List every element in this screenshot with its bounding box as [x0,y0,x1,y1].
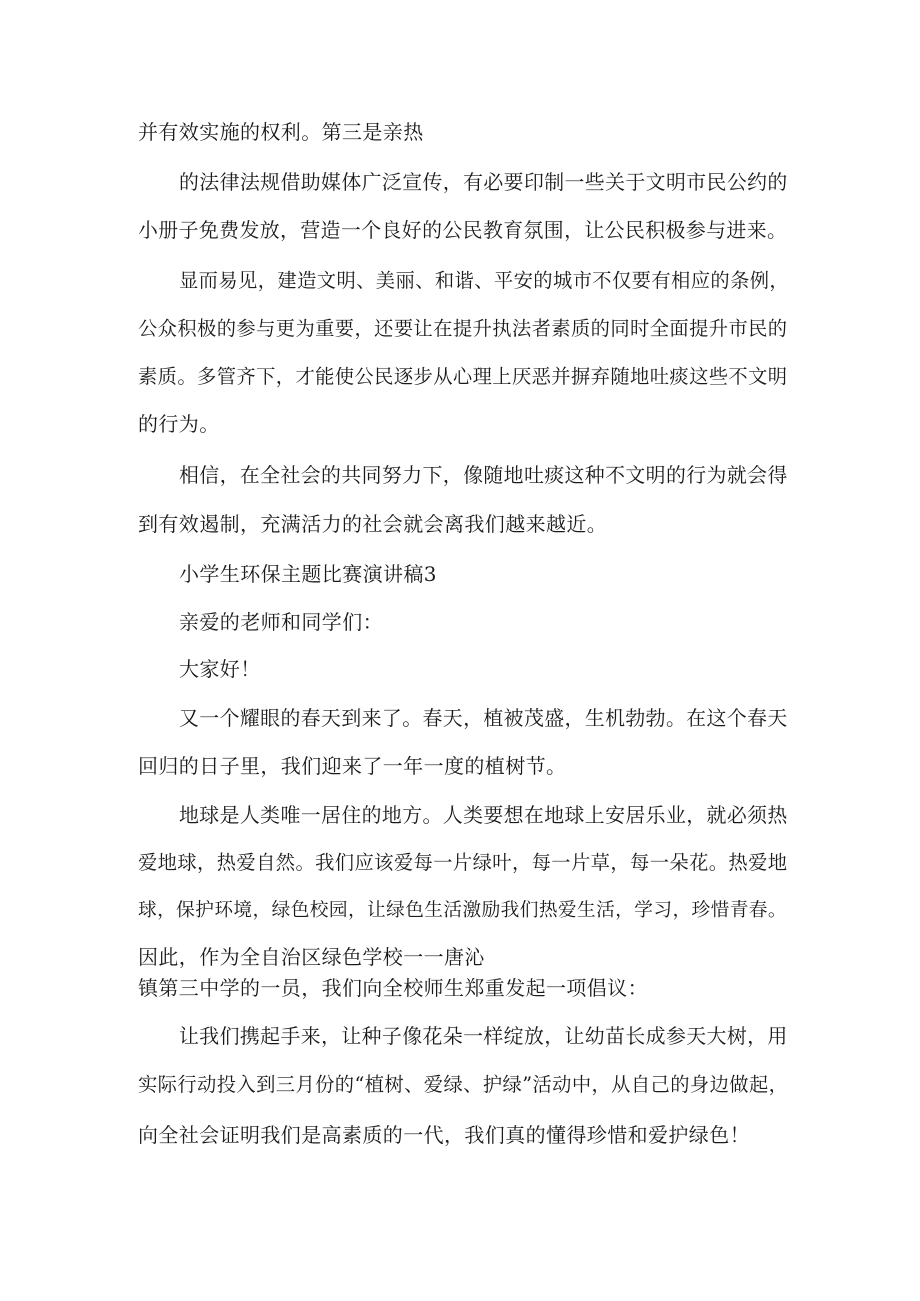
text-line: 到有效遏制，充满活力的社会就会离我们越来越近。 [138,512,608,536]
text-line: 向全社会证明我们是高素质的一代，我们真的懂得珍惜和爱护绿色！ [138,1123,750,1147]
text-line: 公众积极的参与更为重要，还要让在提升执法者素质的同时全面提升市民的 [138,317,788,340]
text-line: 球，保护环境，绿色校园，让绿色生活激励我们热爱生活，学习，珍惜青春。 [138,900,787,921]
greeting-line: 亲爱的老师和同学们： [179,610,383,634]
text-line: 又一个耀眼的春天到来了。春天，植被茂盛，生机勃勃。在这个春天 [179,707,788,730]
text-line: 实际行动投入到三月份的“植树、爱绿、护绿”活动中，从自己的身边做起， [138,1073,789,1096]
text-line: 的行为。 [138,412,220,436]
text-line: 素质。多管齐下，才能使公民逐步从心理上厌恶并摒弃随地吐痰这些不文明 [138,365,788,388]
text-line: 镇第三中学的一员，我们向全校师生郑重发起一项倡议： [138,976,648,1000]
text-line: 回归的日子里，我们迎来了一年一度的植树节。 [138,754,567,778]
text-line: 因此，作为全自治区绿色学校一一唐沁 [138,945,485,969]
text-line: 显而易见，建造文明、美丽、和谐、平安的城市不仅要有相应的条例， [179,269,790,292]
text-line: 让我们携起手来，让种子像花朵一样绽放，让幼苗长成参天大树，用 [179,1025,788,1048]
text-line: 地球是人类唯一居住的地方。人类要想在地球上安居乐业，就必须热 [179,804,788,827]
text-line: 的法律法规借助媒体广泛宣传，有必要印制一些关于文明市民公约的 [179,171,788,194]
section-heading: 小学生环保主题比赛演讲稿3 [179,562,437,586]
text-line: 相信，在全社会的共同努力下，像随地吐痰这种不文明的行为就会得 [179,464,788,487]
text-line: 爱地球，热爱自然。我们应该爱每一片绿叶，每一片草，每一朵花。热爱地 [138,851,788,874]
text-line: 并有效实施的权利。第三是亲热 [138,120,424,144]
text-line: 小册子免费发放，营造一个良好的公民教育氛围，让公民积极参与进来。 [138,219,788,242]
greeting-line: 大家好！ [179,657,261,681]
